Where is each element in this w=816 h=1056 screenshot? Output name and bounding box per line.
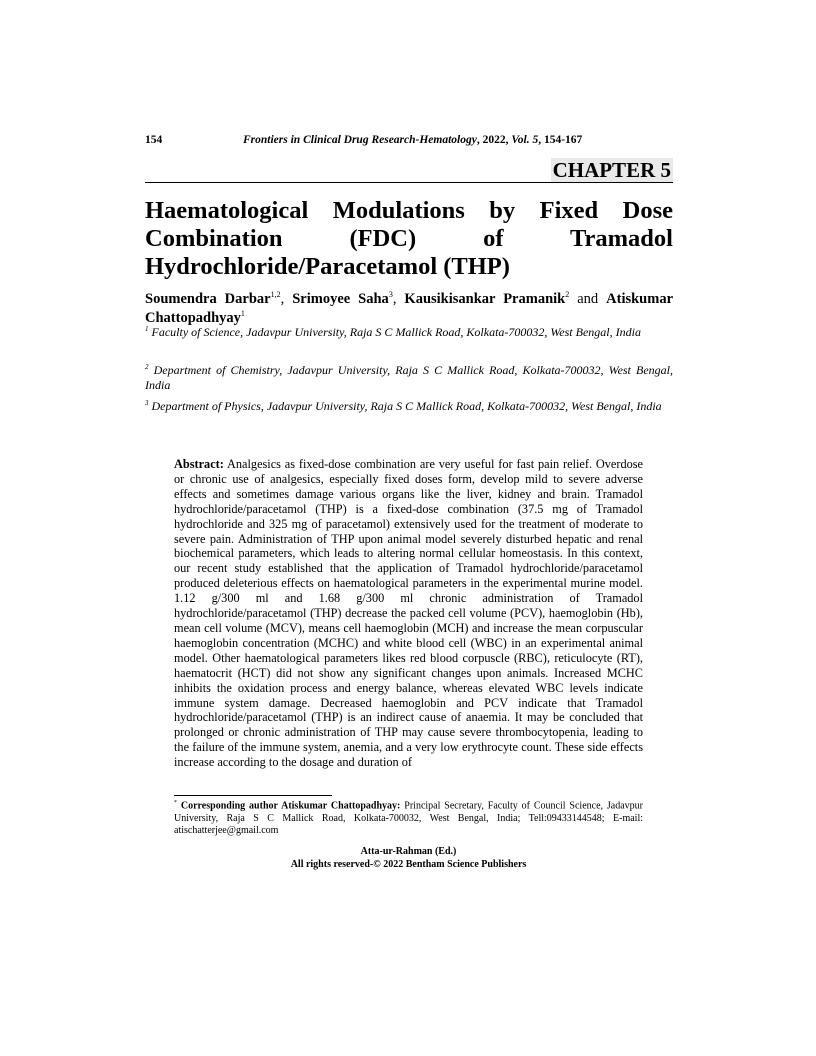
affiliation-text: Department of Chemistry, Jadavpur University, Raja S C Mallick Road, Kolkata-700032, West Bengal, India: [145, 363, 674, 392]
affiliation-marker: 2: [145, 363, 149, 371]
corresponding-author-footnote: [174, 797, 643, 838]
author-separator: and: [569, 291, 607, 307]
abstract-label: Abstract:: [174, 457, 224, 471]
chapter-divider: [145, 182, 673, 183]
footnote-marker: *: [174, 800, 177, 806]
page-number: 154: [145, 134, 163, 146]
affiliation-text: Faculty of Science, Jadavpur University, Raja S C Mallick Road, Kolkata-700032, West Bengal, India: [151, 325, 641, 339]
author-name: Atiskumar Chattopadhyay: [145, 291, 674, 326]
editor-line: Atta-ur-Rahman (Ed.): [360, 846, 457, 857]
chapter-label: CHAPTER 5: [552, 158, 671, 182]
affiliation: [145, 363, 673, 393]
journal-year: , 2022,: [476, 134, 512, 146]
affiliation: [145, 399, 673, 414]
author-name: Srimoyee Saha: [292, 291, 389, 307]
publisher-info: [174, 845, 643, 871]
affiliation-marker: 1: [145, 325, 149, 333]
author-affil-marker: 3: [388, 290, 393, 300]
affiliation-marker: 3: [145, 399, 149, 407]
journal-citation: [243, 133, 582, 147]
author-separator: ,: [392, 291, 405, 307]
author-list: [145, 290, 673, 328]
author-name: Soumendra Darbar: [145, 291, 271, 307]
footnote-text: Principal Secretary, Faculty of Council Science, Jadavpur University, Raja S C Mallick Road, Kolkata-700032, West Bengal, India; Tell:09433144548; E-mail: atischatterjee@gmail.com: [174, 800, 644, 837]
author-affil-marker: 1,2: [270, 290, 281, 300]
abstract: [174, 457, 643, 770]
author-affil-marker: 1: [240, 309, 245, 319]
author-separator: ,: [280, 291, 293, 307]
chapter-title: Haematological Modulations by Fixed Dose Combination (FDC) of Tramadol Hydrochloride/Paracetamol (THP): [145, 197, 673, 280]
footnote-label: Corresponding author Atiskumar Chattopadhyay:: [180, 800, 401, 812]
footnote-divider: [174, 795, 332, 796]
journal-pages: , 154-167: [538, 134, 583, 146]
author-name: Kausikisankar Pramanik: [404, 291, 566, 307]
author-affil-marker: 2: [565, 290, 570, 300]
abstract-text: Analgesics as fixed-dose combination are very useful for fast pain relief. Overdose or chronic use of analgesics, especially fixed doses form, develop mild to severe adverse effects and sometimes damage various organs like the liver, kidney and brain. Tramadol hydrochloride/paracetamol (THP) is a fixed-dose combination (37.5 mg of Tramadol hydrochloride and 325 mg of paracetamol) extensively used for the treatment of moderate to severe pain. Administration of THP upon animal model severely disturbed hepatic and renal biochemical parameters, which leads to altering normal cellular homeostasis. In this context, our recent study established that the application of Tramadol hydrochloride/paracetamol produced deleterious effects on haematological parameters in the experimental murine model. 1.12 g/300 ml and 1.68 g/300 ml chronic administration of Tramadol hydrochloride/paracetamol (THP) decrease the packed cell volume (PCV), haemoglobin (Hb), mean cell volume (MCV), means cell haemoglobin (MCH) and increase the mean corpuscular haemoglobin concentration (MCHC) and white blood cell (WBC) in an experimental animal model. Other haematological parameters likes red blood corpuscle (RBC), reticulocyte (RT), haematocrit (HCT) did not show any significant changes upon animals. Increased MCHC inhibits the oxidation process and energy balance, whereas elevated WBC levels indicate immune system damage. Decreased haemoglobin and PCV indicate that Tramadol hydrochloride/paracetamol (THP) is an indirect cause of anaemia. It may be concluded that prolonged or chronic administration of THP may cause severe thrombocytopenia, leading to the failure of the immune system, anemia, and a very low erythrocyte count. These side effects increase according to the dosage and duration of: [174, 457, 643, 770]
journal-volume: Vol. 5: [511, 134, 539, 146]
journal-name: Frontiers in Clinical Drug Research-Hematology: [243, 134, 477, 146]
affiliation: [145, 325, 673, 340]
rights-line: All rights reserved-© 2022 Bentham Science Publishers: [290, 859, 527, 870]
affiliation-text: Department of Physics, Jadavpur University, Raja S C Mallick Road, Kolkata-700032, West Bengal, India: [151, 399, 662, 413]
